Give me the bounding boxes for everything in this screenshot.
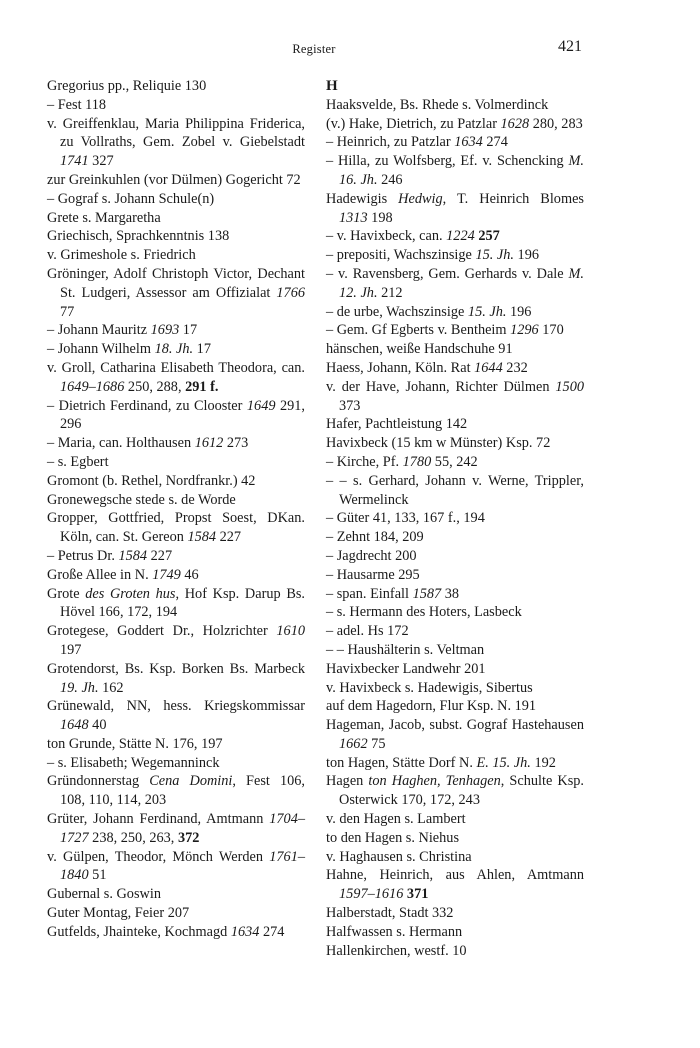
index-entry: v. Greiffenklau, Maria Philippina Friderica, zu Vollraths, Gem. Zobel v. Giebelstadt 1741 327 bbox=[47, 115, 305, 170]
index-entry: Hagen ton Haghen, Tenhagen, Schulte Ksp. Osterwick 170, 172, 243 bbox=[326, 773, 585, 809]
index-entry: v. Haghausen s. Christina bbox=[326, 848, 472, 865]
index-entry: – Johann Mauritz 1693 17 bbox=[47, 322, 198, 339]
index-entry: Gronewegsche stede s. de Worde bbox=[47, 491, 236, 508]
index-entry: Gregorius pp., Reliquie 130 bbox=[47, 78, 207, 94]
index-entries-right bbox=[326, 96, 584, 961]
index-entry: v. Groll, Catharina Elisabeth Theodora, can. 1649–1686 250, 288, 291 f. bbox=[47, 359, 305, 395]
index-entry: zur Greinkuhlen (vor Dülmen) Gogericht 72 bbox=[47, 171, 301, 188]
index-entry: – v. Ravensberg, Gem. Gerhards v. Dale M. 12. Jh. 212 bbox=[326, 265, 584, 301]
index-entry: – de urbe, Wachszinsige 15. Jh. 196 bbox=[326, 303, 532, 320]
index-entry: ton Hagen, Stätte Dorf N. E. 15. Jh. 192 bbox=[326, 754, 556, 771]
index-entry: Halberstadt, Stadt 332 bbox=[326, 905, 454, 922]
index-entry: v. den Hagen s. Lambert bbox=[326, 811, 466, 828]
index-entry: – Güter 41, 133, 167 f., 194 bbox=[326, 510, 485, 527]
index-entry: Hallenkirchen, westf. 10 bbox=[326, 942, 467, 959]
index-entry: v. Grimeshole s. Friedrich bbox=[47, 247, 196, 264]
index-entry: – span. Einfall 1587 38 bbox=[326, 585, 460, 602]
index-entry: Havixbeck (15 km w Münster) Ksp. 72 bbox=[326, 435, 551, 452]
page-header bbox=[46, 38, 582, 60]
index-entry: ton Grunde, Stätte N. 176, 197 bbox=[47, 735, 223, 752]
index-entry: Hageman, Jacob, subst. Gograf Hastehausen 1662 75 bbox=[326, 717, 584, 752]
index-entry: Grotendorst, Bs. Ksp. Borken Bs. Marbeck 19. Jh. 162 bbox=[47, 660, 305, 696]
index-entry: – v. Havixbeck, can. 1224 257 bbox=[326, 228, 500, 245]
index-entry: auf dem Hagedorn, Flur Ksp. N. 191 bbox=[326, 698, 537, 715]
index-entry: to den Hagen s. Niehus bbox=[326, 829, 460, 846]
index-entry: – s. Egbert bbox=[47, 453, 109, 470]
index-entry: Grüter, Johann Ferdinand, Amtmann 1704–1727 238, 250, 263, 372 bbox=[47, 811, 305, 846]
index-entry: Gröninger, Adolf Christoph Victor, Dechant St. Ludgeri, Assessor am Offizialat 1766 77 bbox=[47, 265, 305, 320]
index-entry: Havixbecker Landwehr 201 bbox=[326, 660, 486, 677]
index-entry: – Gograf s. Johann Schule(n) bbox=[47, 190, 215, 207]
index-entry: – s. Elisabeth; Wegemanninck bbox=[47, 754, 220, 771]
index-entry: Hahne, Heinrich, aus Ahlen, Amtmann 1597–1616 371 bbox=[326, 867, 584, 903]
index-entry: – Zehnt 184, 209 bbox=[326, 529, 424, 546]
index-column-right bbox=[326, 77, 584, 960]
index-entry: Gubernal s. Goswin bbox=[47, 886, 161, 903]
index-entry: Grote des Groten hus, Hof Ksp. Darup Bs. Hövel 166, 172, 194 bbox=[47, 585, 305, 621]
index-entry: – Kirche, Pf. 1780 55, 242 bbox=[326, 453, 478, 470]
index-entry: – s. Hermann des Hoters, Lasbeck bbox=[326, 604, 522, 621]
index-entry: Halfwassen s. Hermann bbox=[326, 923, 463, 940]
index-entry: Griechisch, Sprachkenntnis 138 bbox=[47, 228, 230, 245]
index-entry: – – Haushälterin s. Veltman bbox=[326, 641, 485, 658]
index-entry: Haaksvelde, Bs. Rhede s. Volmerdinck bbox=[326, 96, 549, 113]
index-entry: Grete s. Margaretha bbox=[47, 209, 161, 226]
index-entry: – Gem. Gf Egberts v. Bentheim 1296 170 bbox=[326, 322, 564, 339]
index-entry: Gutfelds, Jhainteke, Kochmagd 1634 274 bbox=[47, 923, 285, 940]
index-entry: – Hilla, zu Wolfsberg, Ef. v. Schencking M. 16. Jh. 246 bbox=[326, 153, 584, 188]
index-column-left bbox=[47, 77, 305, 942]
index-entry: Gründonnerstag Cena Domini, Fest 106, 108, 110, 114, 203 bbox=[47, 773, 306, 809]
index-entry: Gromont (b. Rethel, Nordfrankr.) 42 bbox=[47, 472, 256, 489]
index-entry: Hafer, Pachtleistung 142 bbox=[326, 416, 468, 433]
index-entry: – Jagdrecht 200 bbox=[326, 547, 417, 564]
index-entry: – Fest 118 bbox=[47, 96, 107, 113]
index-entry: – Heinrich, zu Patzlar 1634 274 bbox=[326, 134, 508, 151]
running-title: Register bbox=[292, 42, 336, 56]
index-entry: – Petrus Dr. 1584 227 bbox=[47, 547, 173, 564]
index-entry: Große Allee in N. 1749 46 bbox=[47, 566, 199, 583]
index-entry: – Maria, can. Holthausen 1612 273 bbox=[47, 435, 249, 452]
index-entry: – adel. Hs 172 bbox=[326, 623, 409, 640]
index-entry: – Dietrich Ferdinand, zu Clooster 1649 291, 296 bbox=[47, 397, 306, 433]
index-entry: hänschen, weiße Handschuhe 91 bbox=[326, 341, 513, 358]
index-entry: – prepositi, Wachszinsige 15. Jh. 196 bbox=[326, 247, 540, 264]
index-entry: Gropper, Gottfried, Propst Soest, DKan. Köln, can. St. Gereon 1584 227 bbox=[47, 510, 305, 546]
index-entry: – Johann Wilhelm 18. Jh. 17 bbox=[47, 341, 211, 358]
index-entry: Hadewigis Hedwig, T. Heinrich Blomes 1313 198 bbox=[326, 190, 584, 226]
index-entry: v. Gülpen, Theodor, Mönch Werden 1761–1840 51 bbox=[47, 848, 305, 884]
page-number: 421 bbox=[558, 38, 582, 55]
section-letter: H bbox=[326, 78, 338, 94]
index-entry: Grotegese, Goddert Dr., Holzrichter 1610 197 bbox=[47, 623, 305, 658]
index-entry: Haess, Johann, Köln. Rat 1644 232 bbox=[326, 359, 528, 376]
index-entry: (v.) Hake, Dietrich, zu Patzlar 1628 280, 283 bbox=[326, 115, 583, 132]
index-entry: – Hausarme 295 bbox=[326, 566, 420, 583]
index-entry: – – s. Gerhard, Johann v. Werne, Trippler, Wermelinck bbox=[326, 472, 584, 508]
index-entry: Grünewald, NN, hess. Kriegskommissar 1648 40 bbox=[47, 698, 305, 734]
index-entry: v. der Have, Johann, Richter Dülmen 1500 373 bbox=[326, 378, 584, 414]
index-entry: Guter Montag, Feier 207 bbox=[47, 905, 190, 922]
index-entry: v. Havixbeck s. Hadewigis, Sibertus bbox=[326, 679, 533, 696]
